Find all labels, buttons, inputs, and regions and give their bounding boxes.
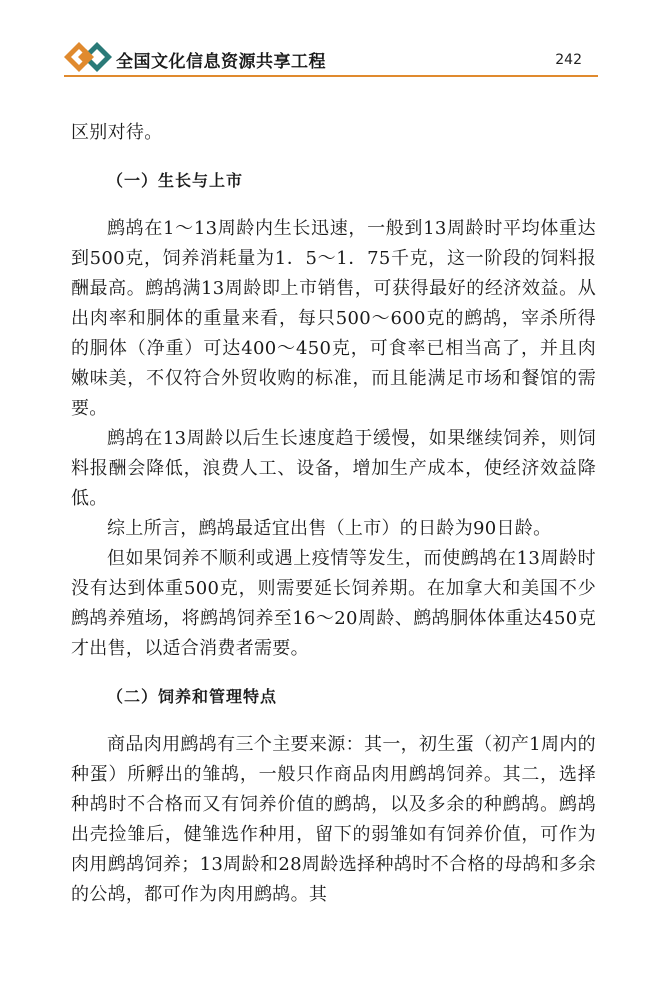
page-number: 242 xyxy=(555,52,582,68)
page-body xyxy=(71,118,596,910)
section-heading-growth: （一）生长与上市 xyxy=(107,171,244,190)
header-rule xyxy=(64,75,598,77)
header-title: 全国文化信息资源共享工程 xyxy=(116,52,326,72)
logo-icon xyxy=(64,42,114,72)
paragraph: 鹧鸪在1～13周龄内生长迅速，一般到13周龄时平均体重达到500克，饲养消耗量为1．5～1．75千克，这一阶段的饲料报酬最高。鹧鸪满13周龄即上市销售，可获得最好的经济效益。从出肉率和胴体的重量来看，每只500～600克的鹧鸪，宰杀所得的胴体（净重）可达400～450克，可食率已相当高了，并且肉嫩味美，不仅符合外贸收购的标准，而且能满足市场和餐馆的需要。 xyxy=(71,218,596,419)
section-heading-feeding: （二）饲养和管理特点 xyxy=(107,687,278,706)
paragraph: 商品肉用鹧鸪有三个主要来源：其一，初生蛋（初产1周内的种蛋）所孵出的雏鸪，一般只作商品肉用鹧鸪饲养。其二，选择种鸪时不合格而又有饲养价值的鹧鸪，以及多余的种鹧鸪。鹧鸪出壳捡雏后，健雏选作种用，留下的弱雏如有饲养价值，可作为肉用鹧鸪饲养；13周龄和28周龄选择种鸪时不合格的母鸪和多余的公鸪，都可作为肉用鹧鸪。其 xyxy=(71,734,596,905)
page-header xyxy=(0,0,646,80)
paragraph: 但如果饲养不顺利或遇上疫情等发生，而使鹧鸪在13周龄时没有达到体重500克，则需要延长饲养期。在加拿大和美国不少鹧鸪养殖场，将鹧鸪饲养至16～20周龄、鹧鸪胴体体重达450克才出售，以适合消费者需要。 xyxy=(71,548,596,659)
paragraph: 鹧鸪在13周龄以后生长速度趋于缓慢，如果继续饲养，则饲料报酬会降低，浪费人工、设备，增加生产成本，使经济效益降低。 xyxy=(71,428,596,509)
paragraph: 综上所言，鹧鸪最适宜出售（上市）的日龄为90日龄。 xyxy=(107,518,552,539)
continuation-text: 区别对待。 xyxy=(71,122,163,143)
